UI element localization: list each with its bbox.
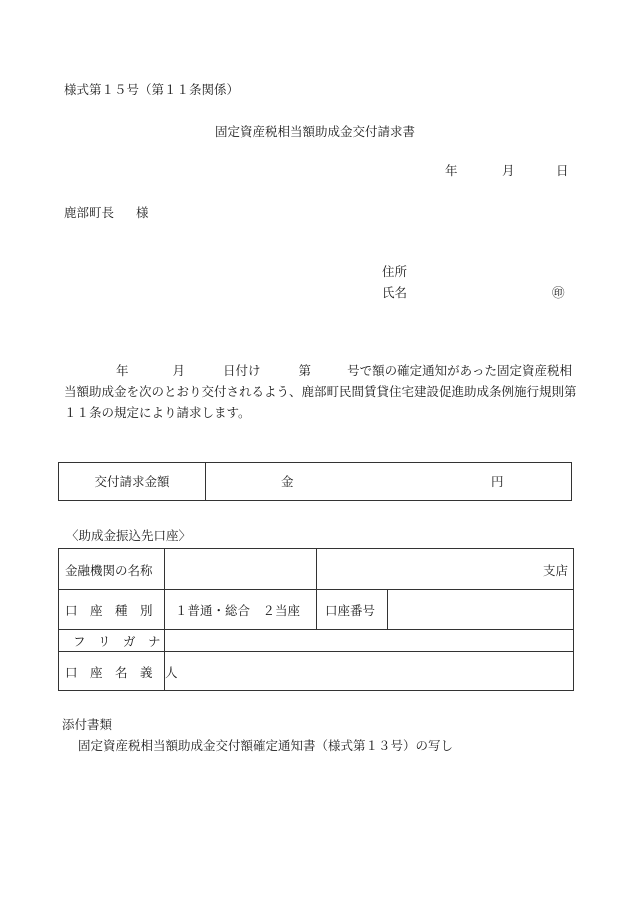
addressee-name: 鹿部町長 [64,205,115,220]
body-text: 号で額の確定通知があった固定資産税相当額助成金を次のとおり交付されるよう、鹿部町民間賃貸住宅建設促進助成条例施行規則第１１条の規定により請求します。 [64,363,577,420]
account-type-label: 口 座 種 別 [65,603,153,618]
name-label: 氏名 [382,285,408,300]
date-year-label: 年 [445,163,458,178]
addressee-honorific: 様 [136,205,149,220]
form-number: 様式第１５号（第１１条関係） [64,82,240,97]
body-month: 月 [172,363,186,378]
attachments-heading: 添付書類 [62,717,113,732]
bank-name-label: 金融機関の名称 [65,563,153,578]
addressee [64,203,149,221]
seal-mark: ㊞ [552,285,565,300]
date-month-label: 月 [502,163,515,178]
request-paragraph [64,360,578,423]
row-divider [59,651,573,652]
amount-unit: 円 [491,474,504,489]
document-title: 固定資産税相当額助成金交付請求書 [214,124,415,139]
furigana-label: フ リ ガ ナ [73,634,161,649]
column-divider [387,589,388,629]
bank-account-table [58,548,574,691]
date-day-label: 日 [556,163,569,178]
amount-prefix: 金 [281,474,294,489]
account-type-options: １普通・総合 ２当座 [175,603,301,618]
account-number-label: 口座番号 [325,603,376,618]
amount-table [58,462,572,501]
account-heading: 〈助成金振込先口座〉 [66,528,192,543]
body-day-dated: 日付け [223,363,261,378]
amount-label: 交付請求金額 [59,463,206,500]
attachment-item: 固定資産税相当額助成金交付額確定通知書（様式第１３号）の写し [78,738,454,753]
account-holder-label: 口 座 名 義 人 [65,665,178,680]
body-year: 年 [116,363,129,378]
branch-label: 支店 [543,563,569,578]
column-divider [316,549,317,629]
body-no-prefix: 第 [298,363,312,378]
address-label: 住所 [382,264,408,279]
row-divider [59,629,573,630]
